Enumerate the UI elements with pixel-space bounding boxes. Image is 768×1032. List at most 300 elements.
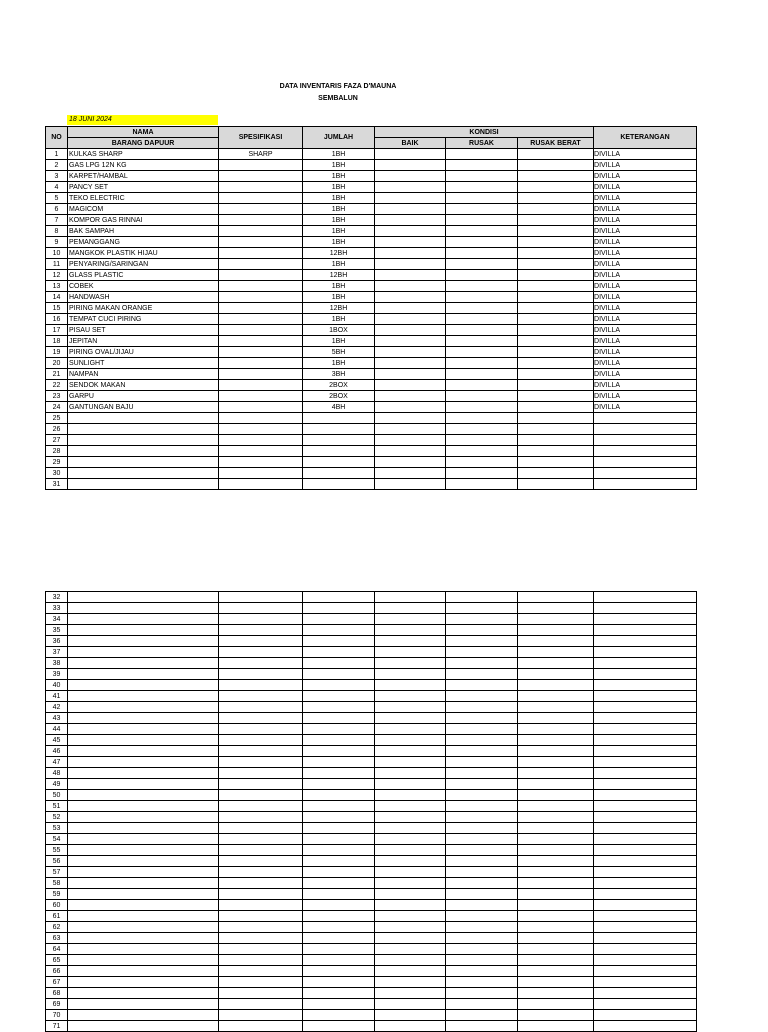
baik-cell[interactable] [375,314,446,325]
baik-cell[interactable] [375,391,446,402]
rusak-berat-cell[interactable] [518,746,594,757]
spesifikasi-cell[interactable] [219,911,303,922]
keterangan-cell[interactable] [594,691,697,702]
rusak-berat-cell[interactable] [518,900,594,911]
keterangan-cell[interactable]: DIVILLA [594,292,697,303]
baik-cell[interactable] [375,1010,446,1021]
keterangan-cell[interactable]: DIVILLA [594,380,697,391]
baik-cell[interactable] [375,281,446,292]
baik-cell[interactable] [375,468,446,479]
keterangan-cell[interactable] [594,944,697,955]
jumlah-cell[interactable]: 12BH [303,270,375,281]
item-name-cell[interactable] [68,779,219,790]
rusak-berat-cell[interactable] [518,160,594,171]
item-name-cell[interactable] [68,479,219,490]
jumlah-cell[interactable]: 1BH [303,259,375,270]
item-name-cell[interactable] [68,413,219,424]
rusak-cell[interactable] [446,446,518,457]
item-name-cell[interactable] [68,669,219,680]
rusak-cell[interactable] [446,757,518,768]
baik-cell[interactable] [375,592,446,603]
rusak-berat-cell[interactable] [518,1021,594,1032]
baik-cell[interactable] [375,933,446,944]
rusak-cell[interactable] [446,724,518,735]
rusak-berat-cell[interactable] [518,226,594,237]
keterangan-cell[interactable] [594,468,697,479]
rusak-berat-cell[interactable] [518,889,594,900]
rusak-cell[interactable] [446,592,518,603]
keterangan-cell[interactable] [594,435,697,446]
rusak-cell[interactable] [446,735,518,746]
baik-cell[interactable] [375,625,446,636]
jumlah-cell[interactable] [303,614,375,625]
baik-cell[interactable] [375,735,446,746]
keterangan-cell[interactable]: DIVILLA [594,391,697,402]
rusak-cell[interactable] [446,402,518,413]
rusak-cell[interactable] [446,281,518,292]
rusak-cell[interactable] [446,944,518,955]
rusak-berat-cell[interactable] [518,380,594,391]
rusak-cell[interactable] [446,680,518,691]
item-name-cell[interactable]: HANDWASH [68,292,219,303]
rusak-cell[interactable] [446,479,518,490]
item-name-cell[interactable] [68,856,219,867]
rusak-cell[interactable] [446,391,518,402]
rusak-berat-cell[interactable] [518,768,594,779]
spesifikasi-cell[interactable] [219,446,303,457]
item-name-cell[interactable] [68,724,219,735]
rusak-berat-cell[interactable] [518,647,594,658]
spesifikasi-cell[interactable] [219,856,303,867]
item-name-cell[interactable] [68,889,219,900]
baik-cell[interactable] [375,724,446,735]
keterangan-cell[interactable] [594,457,697,468]
item-name-cell[interactable] [68,922,219,933]
spesifikasi-cell[interactable] [219,955,303,966]
item-name-cell[interactable] [68,702,219,713]
rusak-berat-cell[interactable] [518,691,594,702]
rusak-cell[interactable] [446,955,518,966]
item-name-cell[interactable] [68,911,219,922]
baik-cell[interactable] [375,413,446,424]
baik-cell[interactable] [375,757,446,768]
item-name-cell[interactable]: PIRING MAKAN ORANGE [68,303,219,314]
jumlah-cell[interactable]: 1BH [303,193,375,204]
keterangan-cell[interactable] [594,592,697,603]
jumlah-cell[interactable]: 1BH [303,226,375,237]
rusak-berat-cell[interactable] [518,270,594,281]
spesifikasi-cell[interactable] [219,614,303,625]
keterangan-cell[interactable] [594,680,697,691]
item-name-cell[interactable] [68,746,219,757]
spesifikasi-cell[interactable] [219,479,303,490]
keterangan-cell[interactable]: DIVILLA [594,303,697,314]
spesifikasi-cell[interactable] [219,625,303,636]
spesifikasi-cell[interactable]: SHARP [219,149,303,160]
spesifikasi-cell[interactable] [219,669,303,680]
baik-cell[interactable] [375,955,446,966]
rusak-cell[interactable] [446,204,518,215]
item-name-cell[interactable]: GAS LPG 12N KG [68,160,219,171]
spesifikasi-cell[interactable] [219,900,303,911]
rusak-cell[interactable] [446,625,518,636]
rusak-cell[interactable] [446,292,518,303]
rusak-berat-cell[interactable] [518,801,594,812]
jumlah-cell[interactable]: 3BH [303,369,375,380]
baik-cell[interactable] [375,303,446,314]
rusak-berat-cell[interactable] [518,779,594,790]
item-name-cell[interactable]: NAMPAN [68,369,219,380]
spesifikasi-cell[interactable] [219,1010,303,1021]
rusak-berat-cell[interactable] [518,204,594,215]
spesifikasi-cell[interactable] [219,735,303,746]
rusak-berat-cell[interactable] [518,193,594,204]
jumlah-cell[interactable] [303,801,375,812]
item-name-cell[interactable]: TEMPAT CUCI PIRING [68,314,219,325]
baik-cell[interactable] [375,647,446,658]
baik-cell[interactable] [375,900,446,911]
spesifikasi-cell[interactable] [219,160,303,171]
baik-cell[interactable] [375,160,446,171]
item-name-cell[interactable] [68,468,219,479]
rusak-cell[interactable] [446,149,518,160]
item-name-cell[interactable]: SUNLIGHT [68,358,219,369]
rusak-berat-cell[interactable] [518,702,594,713]
baik-cell[interactable] [375,446,446,457]
keterangan-cell[interactable] [594,768,697,779]
item-name-cell[interactable] [68,988,219,999]
rusak-cell[interactable] [446,922,518,933]
jumlah-cell[interactable] [303,680,375,691]
jumlah-cell[interactable] [303,779,375,790]
rusak-cell[interactable] [446,900,518,911]
item-name-cell[interactable] [68,1021,219,1032]
baik-cell[interactable] [375,856,446,867]
jumlah-cell[interactable] [303,636,375,647]
keterangan-cell[interactable] [594,669,697,680]
item-name-cell[interactable] [68,680,219,691]
spesifikasi-cell[interactable] [219,834,303,845]
rusak-cell[interactable] [446,1021,518,1032]
keterangan-cell[interactable] [594,479,697,490]
baik-cell[interactable] [375,237,446,248]
rusak-berat-cell[interactable] [518,999,594,1010]
item-name-cell[interactable]: MAGICOM [68,204,219,215]
item-name-cell[interactable] [68,999,219,1010]
keterangan-cell[interactable]: DIVILLA [594,204,697,215]
jumlah-cell[interactable]: 1BH [303,336,375,347]
baik-cell[interactable] [375,292,446,303]
rusak-cell[interactable] [446,347,518,358]
jumlah-cell[interactable] [303,757,375,768]
item-name-cell[interactable] [68,834,219,845]
rusak-berat-cell[interactable] [518,724,594,735]
keterangan-cell[interactable] [594,636,697,647]
keterangan-cell[interactable] [594,446,697,457]
item-name-cell[interactable] [68,977,219,988]
keterangan-cell[interactable] [594,647,697,658]
spesifikasi-cell[interactable] [219,237,303,248]
spesifikasi-cell[interactable] [219,281,303,292]
jumlah-cell[interactable] [303,468,375,479]
jumlah-cell[interactable]: 1BH [303,171,375,182]
item-name-cell[interactable] [68,1010,219,1021]
rusak-berat-cell[interactable] [518,823,594,834]
item-name-cell[interactable]: GLASS PLASTIC [68,270,219,281]
rusak-cell[interactable] [446,812,518,823]
spesifikasi-cell[interactable] [219,369,303,380]
rusak-cell[interactable] [446,413,518,424]
item-name-cell[interactable]: PIRING OVAL/JIJAU [68,347,219,358]
spesifikasi-cell[interactable] [219,391,303,402]
item-name-cell[interactable] [68,735,219,746]
spesifikasi-cell[interactable] [219,823,303,834]
keterangan-cell[interactable]: DIVILLA [594,270,697,281]
baik-cell[interactable] [375,823,446,834]
jumlah-cell[interactable]: 1BH [303,160,375,171]
spesifikasi-cell[interactable] [219,702,303,713]
rusak-cell[interactable] [446,669,518,680]
date-cell[interactable]: 18 JUNI 2024 [67,115,218,125]
baik-cell[interactable] [375,479,446,490]
jumlah-cell[interactable] [303,944,375,955]
spesifikasi-cell[interactable] [219,878,303,889]
item-name-cell[interactable] [68,878,219,889]
rusak-berat-cell[interactable] [518,391,594,402]
rusak-cell[interactable] [446,603,518,614]
spesifikasi-cell[interactable] [219,435,303,446]
rusak-cell[interactable] [446,867,518,878]
keterangan-cell[interactable]: DIVILLA [594,226,697,237]
baik-cell[interactable] [375,215,446,226]
spesifikasi-cell[interactable] [219,977,303,988]
baik-cell[interactable] [375,402,446,413]
keterangan-cell[interactable] [594,999,697,1010]
jumlah-cell[interactable]: 1BH [303,204,375,215]
keterangan-cell[interactable] [594,424,697,435]
spesifikasi-cell[interactable] [219,944,303,955]
jumlah-cell[interactable] [303,988,375,999]
keterangan-cell[interactable] [594,625,697,636]
baik-cell[interactable] [375,746,446,757]
jumlah-cell[interactable] [303,911,375,922]
rusak-cell[interactable] [446,691,518,702]
item-name-cell[interactable] [68,713,219,724]
spesifikasi-cell[interactable] [219,336,303,347]
baik-cell[interactable] [375,834,446,845]
rusak-cell[interactable] [446,713,518,724]
item-name-cell[interactable]: GARPU [68,391,219,402]
baik-cell[interactable] [375,713,446,724]
keterangan-cell[interactable] [594,922,697,933]
rusak-berat-cell[interactable] [518,713,594,724]
rusak-berat-cell[interactable] [518,735,594,746]
item-name-cell[interactable] [68,757,219,768]
spesifikasi-cell[interactable] [219,845,303,856]
keterangan-cell[interactable] [594,845,697,856]
keterangan-cell[interactable] [594,977,697,988]
item-name-cell[interactable]: SENDOK MAKAN [68,380,219,391]
rusak-cell[interactable] [446,977,518,988]
rusak-berat-cell[interactable] [518,248,594,259]
rusak-cell[interactable] [446,248,518,259]
jumlah-cell[interactable] [303,592,375,603]
rusak-cell[interactable] [446,999,518,1010]
baik-cell[interactable] [375,435,446,446]
jumlah-cell[interactable] [303,1010,375,1021]
jumlah-cell[interactable] [303,746,375,757]
spesifikasi-cell[interactable] [219,204,303,215]
keterangan-cell[interactable]: DIVILLA [594,149,697,160]
baik-cell[interactable] [375,603,446,614]
spesifikasi-cell[interactable] [219,592,303,603]
spesifikasi-cell[interactable] [219,171,303,182]
jumlah-cell[interactable]: 1BH [303,281,375,292]
rusak-berat-cell[interactable] [518,457,594,468]
item-name-cell[interactable] [68,592,219,603]
rusak-cell[interactable] [446,369,518,380]
rusak-berat-cell[interactable] [518,966,594,977]
spesifikasi-cell[interactable] [219,922,303,933]
jumlah-cell[interactable] [303,702,375,713]
baik-cell[interactable] [375,680,446,691]
rusak-berat-cell[interactable] [518,757,594,768]
item-name-cell[interactable] [68,691,219,702]
jumlah-cell[interactable]: 1BH [303,149,375,160]
keterangan-cell[interactable] [594,823,697,834]
baik-cell[interactable] [375,702,446,713]
spesifikasi-cell[interactable] [219,933,303,944]
item-name-cell[interactable]: KULKAS SHARP [68,149,219,160]
item-name-cell[interactable] [68,900,219,911]
keterangan-cell[interactable]: DIVILLA [594,160,697,171]
keterangan-cell[interactable]: DIVILLA [594,281,697,292]
jumlah-cell[interactable] [303,922,375,933]
keterangan-cell[interactable] [594,702,697,713]
rusak-cell[interactable] [446,702,518,713]
item-name-cell[interactable]: MANGKOK PLASTIK HIJAU [68,248,219,259]
rusak-cell[interactable] [446,325,518,336]
rusak-cell[interactable] [446,424,518,435]
keterangan-cell[interactable]: DIVILLA [594,237,697,248]
jumlah-cell[interactable] [303,977,375,988]
jumlah-cell[interactable] [303,889,375,900]
rusak-cell[interactable] [446,380,518,391]
spesifikasi-cell[interactable] [219,790,303,801]
rusak-cell[interactable] [446,336,518,347]
keterangan-cell[interactable] [594,966,697,977]
rusak-cell[interactable] [446,658,518,669]
baik-cell[interactable] [375,966,446,977]
item-name-cell[interactable]: PENYARING/SARINGAN [68,259,219,270]
keterangan-cell[interactable] [594,757,697,768]
keterangan-cell[interactable]: DIVILLA [594,314,697,325]
item-name-cell[interactable] [68,944,219,955]
jumlah-cell[interactable] [303,966,375,977]
spesifikasi-cell[interactable] [219,647,303,658]
item-name-cell[interactable] [68,446,219,457]
rusak-cell[interactable] [446,226,518,237]
item-name-cell[interactable]: PANCY SET [68,182,219,193]
baik-cell[interactable] [375,193,446,204]
baik-cell[interactable] [375,226,446,237]
keterangan-cell[interactable]: DIVILLA [594,369,697,380]
rusak-berat-cell[interactable] [518,603,594,614]
jumlah-cell[interactable] [303,812,375,823]
baik-cell[interactable] [375,790,446,801]
keterangan-cell[interactable] [594,614,697,625]
item-name-cell[interactable] [68,457,219,468]
keterangan-cell[interactable] [594,801,697,812]
keterangan-cell[interactable] [594,900,697,911]
rusak-berat-cell[interactable] [518,812,594,823]
rusak-berat-cell[interactable] [518,614,594,625]
jumlah-cell[interactable]: 12BH [303,248,375,259]
keterangan-cell[interactable] [594,790,697,801]
item-name-cell[interactable] [68,966,219,977]
jumlah-cell[interactable]: 5BH [303,347,375,358]
rusak-berat-cell[interactable] [518,314,594,325]
rusak-berat-cell[interactable] [518,955,594,966]
baik-cell[interactable] [375,922,446,933]
rusak-cell[interactable] [446,856,518,867]
rusak-cell[interactable] [446,988,518,999]
keterangan-cell[interactable]: DIVILLA [594,347,697,358]
spesifikasi-cell[interactable] [219,768,303,779]
item-name-cell[interactable] [68,790,219,801]
rusak-berat-cell[interactable] [518,237,594,248]
baik-cell[interactable] [375,259,446,270]
rusak-cell[interactable] [446,468,518,479]
baik-cell[interactable] [375,380,446,391]
rusak-cell[interactable] [446,768,518,779]
jumlah-cell[interactable] [303,724,375,735]
baik-cell[interactable] [375,999,446,1010]
rusak-cell[interactable] [446,966,518,977]
rusak-berat-cell[interactable] [518,435,594,446]
jumlah-cell[interactable]: 1BH [303,182,375,193]
rusak-cell[interactable] [446,779,518,790]
spesifikasi-cell[interactable] [219,801,303,812]
rusak-cell[interactable] [446,303,518,314]
keterangan-cell[interactable] [594,713,697,724]
rusak-cell[interactable] [446,457,518,468]
rusak-berat-cell[interactable] [518,680,594,691]
rusak-berat-cell[interactable] [518,259,594,270]
keterangan-cell[interactable]: DIVILLA [594,248,697,259]
keterangan-cell[interactable] [594,933,697,944]
spesifikasi-cell[interactable] [219,746,303,757]
rusak-berat-cell[interactable] [518,636,594,647]
jumlah-cell[interactable]: 12BH [303,303,375,314]
baik-cell[interactable] [375,1021,446,1032]
rusak-berat-cell[interactable] [518,347,594,358]
item-name-cell[interactable] [68,845,219,856]
rusak-berat-cell[interactable] [518,834,594,845]
spesifikasi-cell[interactable] [219,358,303,369]
rusak-berat-cell[interactable] [518,325,594,336]
item-name-cell[interactable] [68,424,219,435]
rusak-berat-cell[interactable] [518,446,594,457]
baik-cell[interactable] [375,801,446,812]
item-name-cell[interactable] [68,603,219,614]
baik-cell[interactable] [375,149,446,160]
jumlah-cell[interactable] [303,768,375,779]
jumlah-cell[interactable] [303,625,375,636]
rusak-berat-cell[interactable] [518,413,594,424]
rusak-cell[interactable] [446,911,518,922]
spesifikasi-cell[interactable] [219,259,303,270]
